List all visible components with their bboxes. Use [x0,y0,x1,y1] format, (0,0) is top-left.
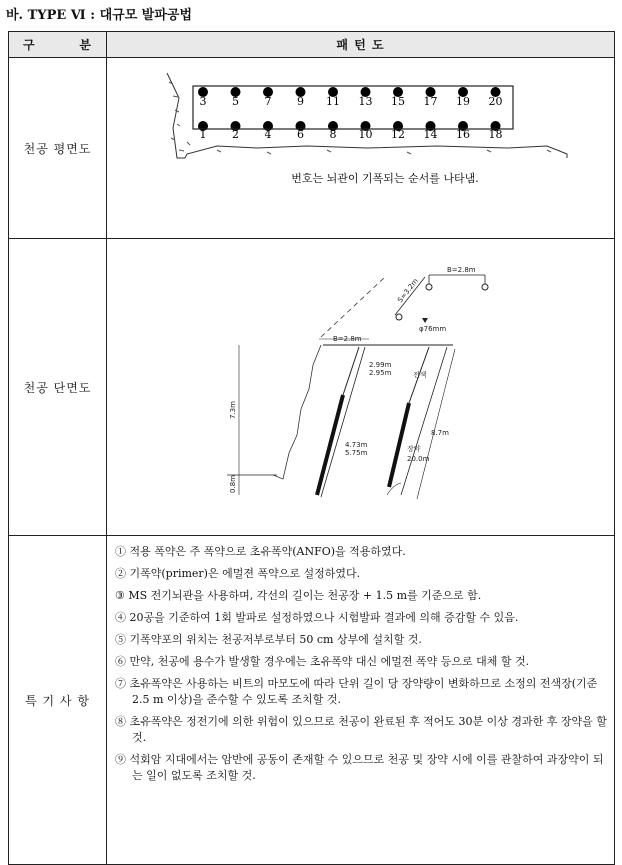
hole-number: 8 [329,128,337,141]
pattern-table [8,31,615,865]
label-section: 천공 단면도 [9,239,107,536]
hole-number: 15 [391,95,405,108]
label-notes: 특 기 사 항 [9,536,107,865]
header-col1-left: 구 [23,38,36,52]
pointer-arrow [422,318,428,323]
header-col1-right: 분 [79,38,92,52]
hole-number: 5 [232,95,239,108]
hole-number: 18 [488,128,503,141]
header-pattern: 패 턴 도 [107,32,615,58]
plan-caption: 번호는 뇌관이 기폭되는 순서를 나타냄. [291,172,479,185]
hole-number: 20 [488,95,503,108]
section-diagram [107,239,613,535]
angle-label: 20.0m [407,455,430,463]
hole-number: 19 [456,95,470,108]
hole-number: 11 [326,95,340,108]
bottom-hole-row [198,121,503,141]
top-hole-row [198,87,503,108]
note-item: ⑧ 초유폭약은 정전기에 의한 위험이 있으므로 천공이 완료된 후 적어도 30분 이상 경과한 후 장약을 할 것. [115,715,607,744]
note-item: ④ 20공을 기준하여 1회 발파로 설정하였으나 시험발파 결과에 의해 증감할 수 있음. [115,611,519,624]
bench-tag: 장약 [407,445,421,453]
note-item: ⑥ 만약, 천공에 용수가 발생할 경우에는 초유폭약 대신 에멀젼 폭약 등으로 대체 할 것. [115,655,530,668]
subdrill-label: 0.8m [229,475,237,493]
charge-label: 4.73m [345,441,368,449]
note-item: ① 적용 폭약은 주 폭약으로 초유폭약(ANFO)을 적용하였다. [115,545,406,558]
detail-hole-1 [426,284,432,290]
notes-list [115,544,608,784]
hole-number: 3 [199,95,207,108]
hole-number: 13 [358,95,373,108]
b-top-label: B=2.8m [447,266,476,274]
label-plan: 천공 평면도 [9,58,107,239]
hole-number: 2 [232,128,239,141]
row-notes [9,536,615,865]
hole-number: 9 [297,95,304,108]
note-item: ⑦ 초유폭약은 사용하는 비트의 마모도에 따라 단위 길이 당 장약량이 변화하므로 소정의 전색장(기준 2.5 m 이상)을 준수할 수 있도록 조치할 것. [115,677,598,706]
len-total-label: 8.7m [431,429,449,437]
note-item: ② 기폭약(primer)은 에멀젼 폭약으로 설정하였다. [115,567,361,580]
dashed-slope-line [321,277,385,337]
hole-number: 14 [423,128,438,141]
note-item: ⑤ 기폭약포의 위치는 천공저부로부터 50 cm 상부에 설치할 것. [115,633,422,646]
b-mid-label: B=2.8m [333,335,362,343]
hole-1-outline [321,347,365,497]
section-diagram-cell [107,239,615,536]
stem2-label: 2.95m [369,369,392,377]
hole-number: 1 [199,128,207,141]
s-diag-label: S=3.2m [396,276,420,305]
hole-2-outline [401,347,447,495]
hole-number: 10 [358,128,373,141]
header-category [9,32,107,58]
hole-number: 16 [456,128,470,141]
hole-number: 7 [264,95,272,108]
note-item: ⑨ 석회암 지대에서는 암반에 공동이 존재할 수 있으므로 천공 및 장약 시에 이를 관찰하여 과장약이 되는 일이 없도록 조치할 것. [115,753,604,782]
table-header-row [9,32,615,58]
hole-1-stemming [343,347,359,395]
row-section [9,239,615,536]
diam-label: φ76mm [419,325,447,333]
hole-number: 6 [297,128,304,141]
plan-diagram-cell [107,58,615,239]
rock-face-profile [273,345,321,479]
stem1-label: 2.99m [369,361,392,369]
detail-hole-2 [482,284,488,290]
hole-2-charge [389,403,409,487]
page-title: 바. TYPE Ⅵ : 대규모 발파공법 [6,8,193,23]
hole-1-charge [317,395,343,495]
hole-number: 17 [423,95,438,108]
row-plan [9,58,615,239]
note-item: ③ MS 전기뇌관을 사용하며, 각선의 길이는 천공장 + 1.5 m를 기준으로 함. [115,589,482,602]
hole-number: 4 [264,128,272,141]
charge2-label: 5.75m [345,449,368,457]
height-label: 7.3m [229,401,237,419]
notes-cell [107,536,615,865]
hole-number: 12 [391,128,405,141]
plan-diagram [107,58,613,238]
detail-hole-3 [396,314,402,320]
stem-tag: 전색 [413,371,427,379]
